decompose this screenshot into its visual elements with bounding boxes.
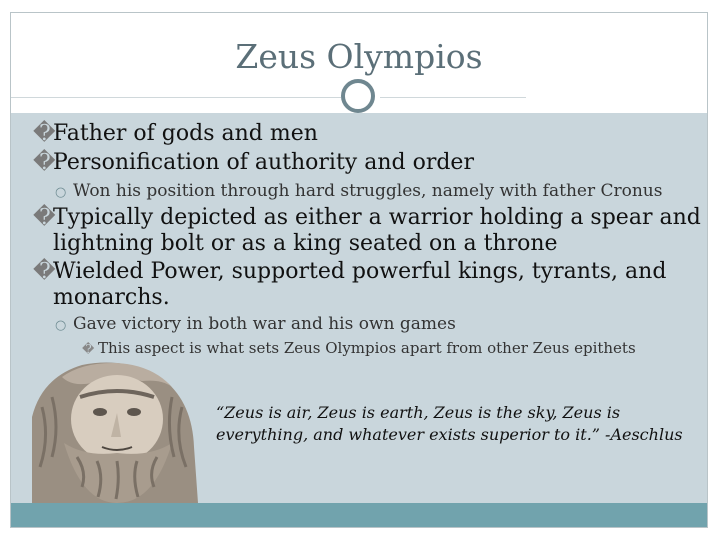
bullet-marker-icon: � bbox=[33, 121, 56, 146]
bullet-father-of-gods bbox=[33, 121, 318, 147]
title-divider-left bbox=[11, 97, 341, 98]
sub-bullet-gave-victory bbox=[55, 314, 456, 336]
bullet-text: This aspect is what sets Zeus Olympios apart from other Zeus epithets bbox=[98, 339, 636, 357]
bullet-typically-depicted bbox=[33, 205, 701, 257]
sub-sub-bullet-this-aspect bbox=[82, 339, 636, 358]
bullet-text: Wielded Power, supported powerful kings, tyrants, and bbox=[53, 259, 667, 284]
bullet-text-continuation: lightning bolt or as a king seated on a throne bbox=[53, 231, 558, 256]
bullet-text: Father of gods and men bbox=[53, 121, 318, 146]
slide-title: Zeus Olympios bbox=[235, 37, 483, 76]
bullet-marker-icon: � bbox=[33, 205, 56, 230]
zeus-bust-image bbox=[22, 357, 208, 503]
bullet-text: Personification of authority and order bbox=[53, 150, 474, 175]
bullet-wielded-power bbox=[33, 259, 666, 311]
aeschylus-quote bbox=[216, 402, 686, 446]
bullet-marker-icon: � bbox=[82, 342, 95, 356]
circle-bullet-icon: ○ bbox=[55, 185, 67, 200]
bullet-text-continuation: monarchs. bbox=[53, 285, 170, 310]
circle-ornament-icon bbox=[341, 79, 375, 113]
bullet-marker-icon: � bbox=[33, 259, 56, 284]
bullet-marker-icon: � bbox=[33, 150, 56, 175]
title-divider-right bbox=[380, 97, 526, 98]
sub-bullet-won-position bbox=[55, 181, 662, 203]
quote-line-2: everything, and whatever exists superior to it.” -Aeschlus bbox=[216, 425, 683, 444]
bullet-personification bbox=[33, 150, 474, 176]
quote-line-1: “Zeus is air, Zeus is earth, Zeus is the sky, Zeus is bbox=[216, 403, 621, 422]
footer-bar bbox=[11, 503, 707, 527]
bullet-text: Gave victory in both war and his own games bbox=[73, 314, 456, 334]
circle-bullet-icon: ○ bbox=[55, 318, 67, 333]
bullet-text: Won his position through hard struggles, namely with father Cronus bbox=[73, 181, 663, 201]
bullet-text: Typically depicted as either a warrior holding a spear and bbox=[53, 205, 701, 230]
